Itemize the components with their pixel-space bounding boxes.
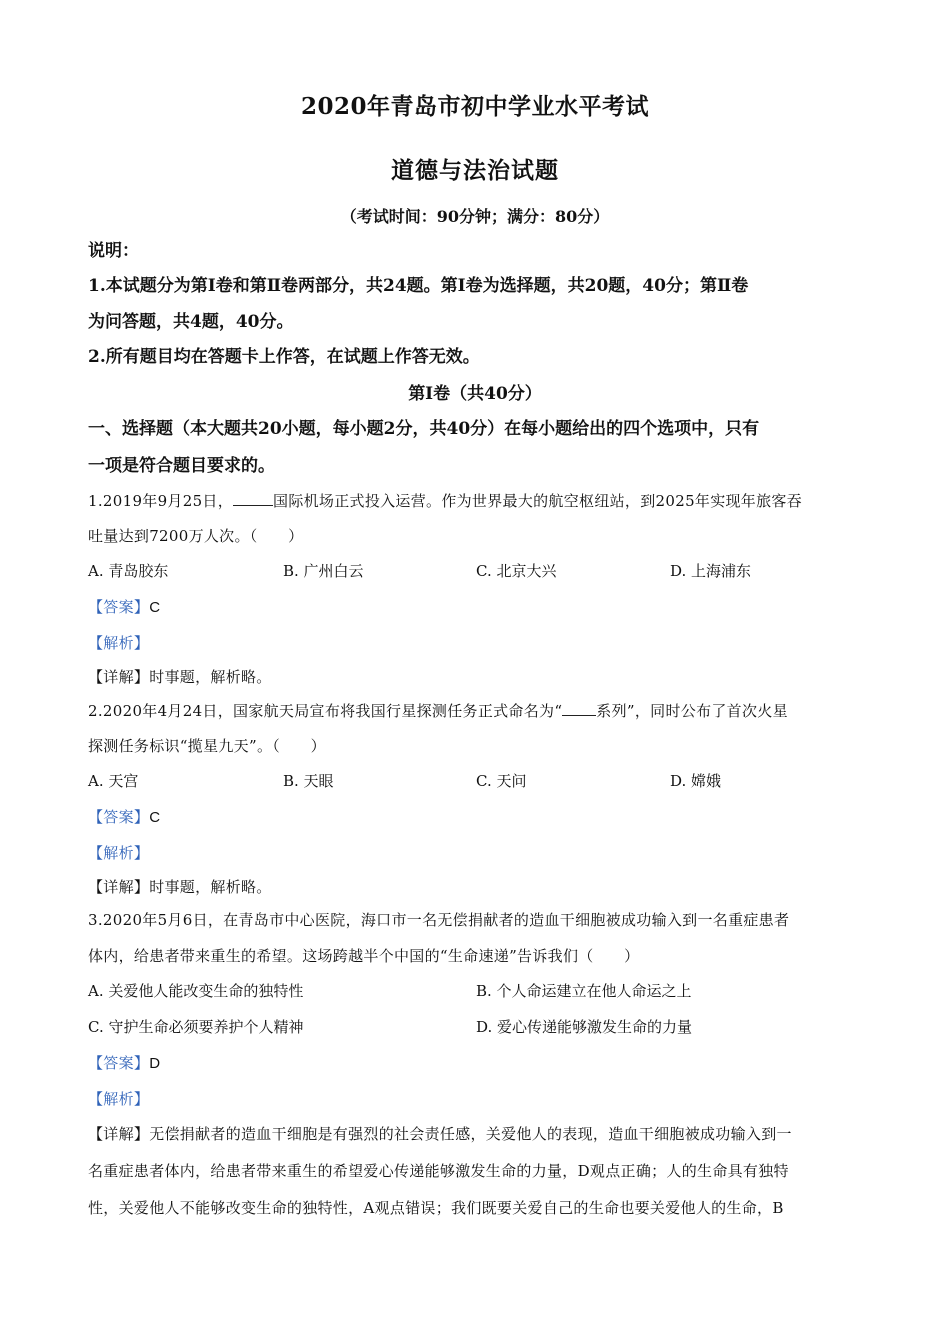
question-1-stem-cont: 吐量达到7200万人次。（ ） xyxy=(88,527,304,545)
question-3-analysis-label: 【解析】 xyxy=(88,1090,150,1108)
detail-text: 时事题，解析略。 xyxy=(149,668,272,686)
question-2-text-a: 2.2020年4月24日，国家航天局宣布将我国行星探测任务正式命名为“ xyxy=(88,702,563,720)
instruction-item-1-cont: 为问答题，共4题，40分。 xyxy=(88,312,294,332)
question-1-text-a: 1.2019年9月25日， xyxy=(88,492,234,510)
answer-value: C xyxy=(149,809,161,826)
question-2-option-c: C. 天问 xyxy=(476,772,527,790)
question-2-stem xyxy=(88,700,878,722)
question-3-detail-cont-1: 名重症患者体内，给患者带来重生的希望爱心传递能够激发生命的力量，D观点正确；人的生命具有独特 xyxy=(88,1162,789,1180)
question-2-analysis-label: 【解析】 xyxy=(88,844,150,862)
detail-text: 无偿捐献者的造血干细胞是有强烈的社会责任感，关爱他人的表现，造血干细胞被成功输入到一 xyxy=(149,1125,792,1143)
detail-label: 【详解】 xyxy=(88,668,150,686)
instructions-heading: 说明： xyxy=(88,241,139,261)
question-2-detail xyxy=(88,876,878,898)
question-2-stem-cont: 探测任务标识“揽星九天”。（ ） xyxy=(88,737,326,755)
question-1-analysis-label: 【解析】 xyxy=(88,634,150,652)
question-3-option-b: B. 个人命运建立在他人命运之上 xyxy=(476,982,692,1000)
fill-blank xyxy=(562,701,596,716)
question-3-detail-cont-2: 性，关爱他人不能够改变生命的独特性，A观点错误；我们既要关爱自己的生命也要关爱他人的生命，B xyxy=(88,1199,784,1217)
answer-value: C xyxy=(149,599,161,616)
fill-blank xyxy=(233,491,273,506)
question-1-option-c: C. 北京大兴 xyxy=(476,562,557,580)
answer-value: D xyxy=(149,1055,161,1072)
question-2-answer xyxy=(88,806,878,829)
answer-label: 【答案】 xyxy=(88,598,150,616)
instruction-item-2: 2.所有题目均在答题卡上作答，在试题上作答无效。 xyxy=(88,347,480,367)
question-1-answer xyxy=(88,596,878,619)
answer-label: 【答案】 xyxy=(88,1054,150,1072)
question-3-detail xyxy=(88,1123,878,1145)
question-3-stem-cont: 体内，给患者带来重生的希望。这场跨越半个中国的“生命速递”告诉我们（ ） xyxy=(88,947,640,965)
volume-title: 第Ⅰ卷（共40分） xyxy=(408,384,542,404)
question-2-text-b: 系列”，同时公布了首次火星 xyxy=(596,702,788,720)
exam-subject-title: 道德与法治试题 xyxy=(391,157,559,184)
section-heading: 一、选择题（本大题共20小题，每小题2分，共40分）在每小题给出的四个选项中，只有 xyxy=(88,419,760,439)
question-3-option-c: C. 守护生命必须要养护个人精神 xyxy=(88,1018,304,1036)
question-1-option-d: D. 上海浦东 xyxy=(670,562,752,580)
question-1-text-b: 国际机场正式投入运营。作为世界最大的航空枢纽站，到2025年实现年旅客吞 xyxy=(273,492,803,510)
section-heading-cont: 一项是符合题目要求的。 xyxy=(88,456,275,476)
question-1-option-b: B. 广州白云 xyxy=(283,562,364,580)
answer-label: 【答案】 xyxy=(88,808,150,826)
question-2-option-a: A. 天宫 xyxy=(88,772,139,790)
exam-info: （考试时间：90分钟；满分：80分） xyxy=(340,207,610,226)
detail-label: 【详解】 xyxy=(88,1125,150,1143)
exam-title: 2020年青岛市初中学业水平考试 xyxy=(300,93,649,120)
question-1-option-a: A. 青岛胶东 xyxy=(88,562,169,580)
question-2-option-d: D. 嫦娥 xyxy=(670,772,722,790)
instruction-item-1: 1.本试题分为第Ⅰ卷和第Ⅱ卷两部分，共24题。第Ⅰ卷为选择题，共20题，40分；第Ⅱ卷 xyxy=(88,276,749,296)
question-2-option-b: B. 天眼 xyxy=(283,772,334,790)
detail-text: 时事题，解析略。 xyxy=(149,878,272,896)
question-1-detail xyxy=(88,666,878,688)
question-3-stem: 3.2020年5月6日，在青岛市中心医院，海口市一名无偿捐献者的造血干细胞被成功输入到一名重症患者 xyxy=(88,911,790,929)
detail-label: 【详解】 xyxy=(88,878,150,896)
question-3-answer xyxy=(88,1052,878,1075)
question-1-stem xyxy=(88,490,878,512)
question-3-option-d: D. 爱心传递能够激发生命的力量 xyxy=(476,1018,693,1036)
question-3-option-a: A. 关爱他人能改变生命的独特性 xyxy=(88,982,304,1000)
